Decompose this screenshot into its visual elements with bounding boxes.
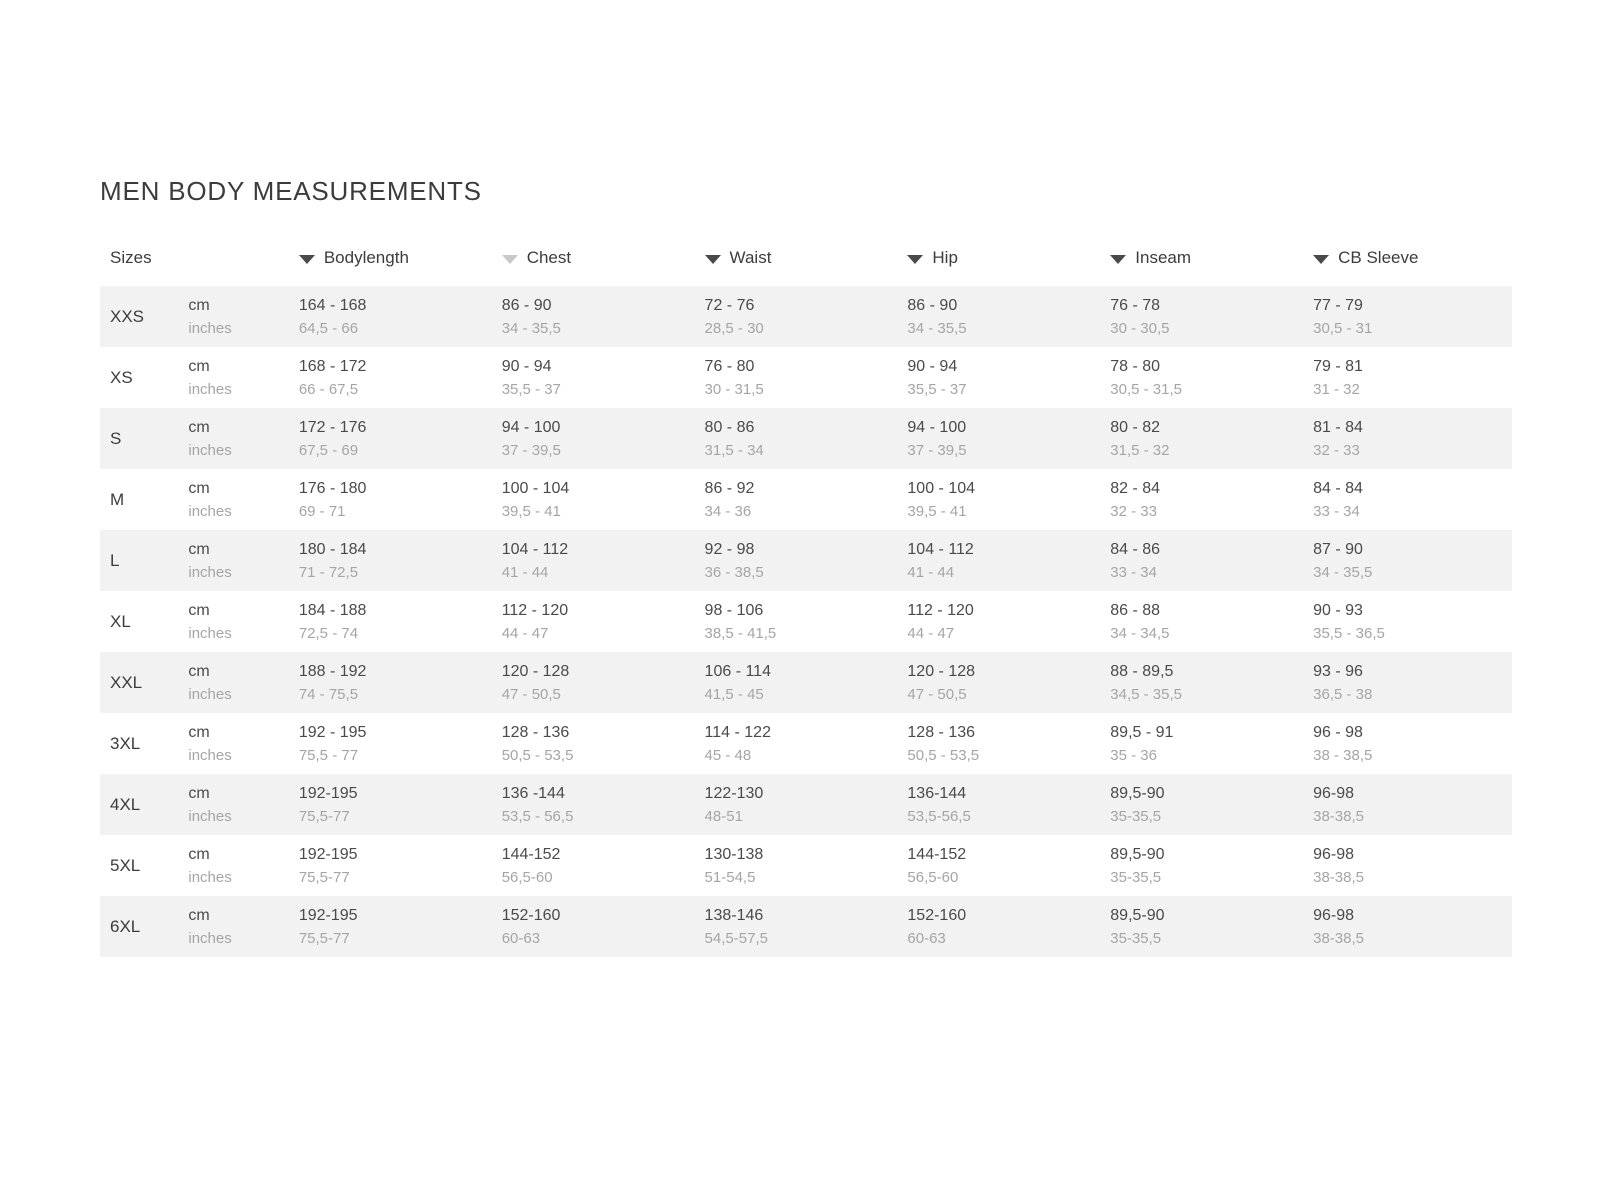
cell-waist <box>703 713 906 774</box>
value-inches: 45 - 48 <box>704 746 752 764</box>
unit-cm-label: cm <box>188 601 210 619</box>
row-units <box>186 469 296 530</box>
value-cm: 89,5 - 91 <box>1110 723 1174 741</box>
cell-chest <box>500 835 703 896</box>
column-header-sizes-label: Sizes <box>110 248 152 267</box>
unit-inches-label: inches <box>188 746 232 764</box>
sort-caret-down-icon[interactable] <box>502 255 518 264</box>
unit-inches-label: inches <box>188 502 232 520</box>
value-cm: 94 - 100 <box>907 418 967 436</box>
table-row <box>100 530 1512 591</box>
value-cm: 96-98 <box>1313 906 1355 924</box>
row-units <box>186 347 296 408</box>
cell-chest <box>500 530 703 591</box>
column-header-bodylength-label: Bodylength <box>323 248 409 267</box>
value-inches: 75,5-77 <box>298 929 350 947</box>
column-header-cb-sleeve[interactable] <box>1311 248 1512 286</box>
unit-inches-label: inches <box>188 441 232 459</box>
value-cm: 164 - 168 <box>298 296 367 314</box>
column-header-sizes[interactable] <box>100 248 186 286</box>
row-units <box>186 286 296 347</box>
value-inches: 38,5 - 41,5 <box>704 624 777 642</box>
cell-bodylength <box>297 591 500 652</box>
row-size-label: XXL <box>100 652 186 713</box>
value-inches: 33 - 34 <box>1313 502 1360 520</box>
value-cm: 100 - 104 <box>907 479 976 497</box>
value-cm: 104 - 112 <box>907 540 974 558</box>
value-cm: 192 - 195 <box>298 723 367 741</box>
cell-cb-sleeve <box>1311 469 1512 530</box>
value-cm: 76 - 78 <box>1110 296 1161 314</box>
value-cm: 86 - 90 <box>907 296 958 314</box>
row-size-label: L <box>100 530 186 591</box>
row-units <box>186 713 296 774</box>
cell-inseam <box>1108 652 1311 713</box>
value-cm: 86 - 88 <box>1110 601 1161 619</box>
value-inches: 38-38,5 <box>1313 868 1364 886</box>
row-units <box>186 530 296 591</box>
unit-inches-label: inches <box>188 685 232 703</box>
value-inches: 75,5 - 77 <box>298 746 359 764</box>
value-inches: 36,5 - 38 <box>1313 685 1373 703</box>
row-units <box>186 591 296 652</box>
value-inches: 60-63 <box>501 929 541 947</box>
cell-cb-sleeve <box>1311 347 1512 408</box>
value-inches: 67,5 - 69 <box>298 441 359 459</box>
value-inches: 39,5 - 41 <box>907 502 967 520</box>
table-header <box>100 248 1512 286</box>
cell-waist <box>703 774 906 835</box>
cell-inseam <box>1108 530 1311 591</box>
column-header-units <box>186 248 296 286</box>
value-inches: 34 - 36 <box>704 502 752 520</box>
value-inches: 41 - 44 <box>501 563 549 581</box>
cell-cb-sleeve <box>1311 530 1512 591</box>
cell-chest <box>500 469 703 530</box>
cell-hip <box>905 347 1108 408</box>
value-inches: 50,5 - 53,5 <box>907 746 980 764</box>
value-cm: 144-152 <box>501 845 561 863</box>
cell-chest <box>500 652 703 713</box>
row-size-label: 3XL <box>110 733 141 753</box>
value-inches: 35,5 - 36,5 <box>1313 624 1385 642</box>
row-size-label: XS <box>110 367 133 387</box>
table-row <box>100 652 1512 713</box>
cell-inseam <box>1108 286 1311 347</box>
column-header-waist-label: Waist <box>729 248 772 267</box>
column-header-inseam[interactable] <box>1108 248 1311 286</box>
value-inches: 51-54,5 <box>704 868 756 886</box>
value-inches: 41 - 44 <box>907 563 955 581</box>
measurements-table-container <box>100 248 1512 957</box>
unit-cm-label: cm <box>188 540 210 558</box>
row-units <box>186 408 296 469</box>
cell-inseam <box>1108 469 1311 530</box>
value-inches: 56,5-60 <box>907 868 959 886</box>
value-cm: 96-98 <box>1313 784 1355 802</box>
value-cm: 90 - 94 <box>501 357 552 375</box>
value-inches: 34 - 34,5 <box>1110 624 1170 642</box>
value-inches: 38 - 38,5 <box>1313 746 1373 764</box>
value-inches: 30 - 30,5 <box>1110 319 1170 337</box>
page-title: MEN BODY MEASUREMENTS <box>100 176 482 206</box>
value-cm: 80 - 86 <box>704 418 755 436</box>
value-inches: 47 - 50,5 <box>907 685 967 703</box>
cell-chest <box>500 591 703 652</box>
value-cm: 77 - 79 <box>1313 296 1363 314</box>
cell-cb-sleeve <box>1311 591 1512 652</box>
value-inches: 30,5 - 31 <box>1313 319 1373 337</box>
cell-waist <box>703 469 906 530</box>
cell-cb-sleeve <box>1311 286 1512 347</box>
value-inches: 31 - 32 <box>1313 380 1360 398</box>
value-cm: 88 - 89,5 <box>1110 662 1174 680</box>
value-inches: 54,5-57,5 <box>704 929 768 947</box>
row-size-label: 6XL <box>100 896 186 957</box>
unit-cm-label: cm <box>188 296 210 314</box>
value-inches: 35,5 - 37 <box>501 380 561 398</box>
value-cm: 192-195 <box>298 906 358 924</box>
value-inches: 71 - 72,5 <box>298 563 359 581</box>
unit-cm-label: cm <box>188 357 210 375</box>
value-cm: 94 - 100 <box>501 418 561 436</box>
value-cm: 120 - 128 <box>907 662 976 680</box>
sort-caret-down-icon[interactable] <box>1110 255 1126 264</box>
cell-hip <box>905 286 1108 347</box>
cell-bodylength <box>297 774 500 835</box>
header-row <box>100 248 1512 286</box>
cell-cb-sleeve <box>1311 652 1512 713</box>
value-cm: 80 - 82 <box>1110 418 1161 436</box>
column-header-inseam-label: Inseam <box>1135 248 1192 267</box>
value-cm: 144-152 <box>907 845 967 863</box>
column-header-cb-sleeve-label: CB Sleeve <box>1338 248 1419 267</box>
cell-cb-sleeve <box>1311 774 1512 835</box>
unit-cm-label: cm <box>188 784 210 802</box>
value-cm: 106 - 114 <box>704 662 771 680</box>
unit-inches-label: inches <box>188 563 232 581</box>
value-inches: 38-38,5 <box>1313 807 1364 825</box>
value-cm: 192-195 <box>298 784 358 802</box>
value-cm: 89,5-90 <box>1110 906 1165 924</box>
value-cm: 84 - 84 <box>1313 479 1363 497</box>
cell-waist <box>703 408 906 469</box>
value-inches: 32 - 33 <box>1110 502 1157 520</box>
row-size-label: S <box>100 408 186 469</box>
value-inches: 35,5 - 37 <box>907 380 967 398</box>
value-inches: 35 - 36 <box>1110 746 1157 764</box>
value-cm: 72 - 76 <box>704 296 755 314</box>
cell-inseam <box>1108 347 1311 408</box>
value-cm: 120 - 128 <box>501 662 570 680</box>
value-inches: 33 - 34 <box>1110 563 1157 581</box>
value-cm: 136-144 <box>907 784 967 802</box>
value-cm: 96 - 98 <box>1313 723 1363 741</box>
value-inches: 64,5 - 66 <box>298 319 359 337</box>
cell-waist <box>703 286 906 347</box>
value-inches: 35-35,5 <box>1110 807 1162 825</box>
value-cm: 100 - 104 <box>501 479 570 497</box>
column-header-hip[interactable] <box>905 248 1108 286</box>
row-size-label: XL <box>110 611 131 631</box>
cell-waist <box>703 652 906 713</box>
table-row <box>100 286 1512 347</box>
cell-inseam <box>1108 835 1311 896</box>
value-cm: 192-195 <box>298 845 358 863</box>
value-inches: 53,5-56,5 <box>907 807 971 825</box>
value-inches: 75,5-77 <box>298 868 350 886</box>
cell-bodylength <box>297 835 500 896</box>
cell-bodylength <box>297 469 500 530</box>
cell-hip <box>905 896 1108 957</box>
unit-cm-label: cm <box>188 906 210 924</box>
value-inches: 31,5 - 34 <box>704 441 764 459</box>
cell-waist <box>703 835 906 896</box>
row-units <box>186 896 296 957</box>
value-cm: 152-160 <box>907 906 967 924</box>
value-cm: 128 - 136 <box>501 723 570 741</box>
value-cm: 81 - 84 <box>1313 418 1363 436</box>
row-size-label: XXS <box>100 286 186 347</box>
table-body <box>100 286 1512 957</box>
value-inches: 69 - 71 <box>298 502 346 520</box>
value-cm: 112 - 120 <box>907 601 974 619</box>
value-cm: 86 - 90 <box>501 296 552 314</box>
cell-hip <box>905 530 1108 591</box>
cell-hip <box>905 408 1108 469</box>
unit-inches-label: inches <box>188 319 232 337</box>
value-cm: 172 - 176 <box>298 418 367 436</box>
cell-inseam <box>1108 896 1311 957</box>
unit-cm-label: cm <box>188 479 210 497</box>
column-header-chest[interactable] <box>500 248 703 286</box>
value-cm: 93 - 96 <box>1313 662 1363 680</box>
cell-waist <box>703 530 906 591</box>
value-cm: 138-146 <box>704 906 764 924</box>
value-cm: 136 -144 <box>501 784 565 802</box>
value-inches: 53,5 - 56,5 <box>501 807 574 825</box>
value-inches: 35-35,5 <box>1110 929 1162 947</box>
column-header-bodylength[interactable] <box>297 248 500 286</box>
sort-caret-down-icon[interactable] <box>705 255 721 264</box>
value-cm: 84 - 86 <box>1110 540 1161 558</box>
value-inches: 37 - 39,5 <box>501 441 561 459</box>
value-inches: 34 - 35,5 <box>907 319 967 337</box>
table-row <box>100 835 1512 896</box>
cell-hip <box>905 591 1108 652</box>
value-inches: 56,5-60 <box>501 868 553 886</box>
value-cm: 104 - 112 <box>501 540 569 558</box>
cell-bodylength <box>297 896 500 957</box>
column-header-hip-label: Hip <box>932 248 958 267</box>
cell-inseam <box>1108 591 1311 652</box>
value-cm: 87 - 90 <box>1313 540 1363 558</box>
unit-inches-label: inches <box>188 807 232 825</box>
cell-chest <box>500 286 703 347</box>
cell-chest <box>500 774 703 835</box>
cell-chest <box>500 408 703 469</box>
value-inches: 34,5 - 35,5 <box>1110 685 1182 703</box>
value-inches: 48-51 <box>704 807 743 825</box>
table-row <box>100 469 1512 530</box>
cell-hip <box>905 835 1108 896</box>
table-row <box>100 713 1512 774</box>
row-size-label: 4XL <box>100 774 186 835</box>
value-cm: 176 - 180 <box>298 479 367 497</box>
row-size-label: 5XL <box>110 855 141 875</box>
unit-cm-label: cm <box>188 723 210 741</box>
table-row <box>100 896 1512 957</box>
table-row <box>100 347 1512 408</box>
cell-bodylength <box>297 286 500 347</box>
value-cm: 89,5-90 <box>1110 845 1165 863</box>
value-cm: 89,5-90 <box>1110 784 1165 802</box>
cell-waist <box>703 896 906 957</box>
cell-bodylength <box>297 713 500 774</box>
value-cm: 188 - 192 <box>298 662 367 680</box>
value-cm: 86 - 92 <box>704 479 755 497</box>
value-cm: 76 - 80 <box>704 357 755 375</box>
value-cm: 180 - 184 <box>298 540 367 558</box>
value-inches: 44 - 47 <box>907 624 955 642</box>
unit-inches-label: inches <box>188 380 232 398</box>
cell-cb-sleeve <box>1311 896 1512 957</box>
value-inches: 38-38,5 <box>1313 929 1364 947</box>
unit-inches-label: inches <box>188 929 232 947</box>
sort-caret-down-icon[interactable] <box>299 255 315 264</box>
value-cm: 90 - 94 <box>907 357 958 375</box>
value-inches: 66 - 67,5 <box>298 380 359 398</box>
row-units <box>186 774 296 835</box>
value-inches: 35-35,5 <box>1110 868 1162 886</box>
cell-chest <box>500 896 703 957</box>
value-cm: 96-98 <box>1313 845 1355 863</box>
value-cm: 114 - 122 <box>704 723 771 741</box>
cell-waist <box>703 347 906 408</box>
sort-caret-down-icon[interactable] <box>1313 255 1329 264</box>
column-header-waist[interactable] <box>703 248 906 286</box>
value-cm: 92 - 98 <box>704 540 755 558</box>
value-cm: 90 - 93 <box>1313 601 1363 619</box>
cell-hip <box>905 469 1108 530</box>
unit-cm-label: cm <box>188 845 210 863</box>
value-cm: 112 - 120 <box>501 601 569 619</box>
cell-bodylength <box>297 652 500 713</box>
unit-cm-label: cm <box>188 662 210 680</box>
unit-cm-label: cm <box>188 418 210 436</box>
measurements-table <box>100 248 1512 957</box>
value-inches: 30 - 31,5 <box>704 380 764 398</box>
value-inches: 34 - 35,5 <box>501 319 561 337</box>
table-row <box>100 408 1512 469</box>
cell-cb-sleeve <box>1311 713 1512 774</box>
value-inches: 34 - 35,5 <box>1313 563 1373 581</box>
value-cm: 152-160 <box>501 906 561 924</box>
cell-waist <box>703 591 906 652</box>
value-inches: 41,5 - 45 <box>704 685 764 703</box>
value-inches: 30,5 - 31,5 <box>1110 380 1182 398</box>
cell-hip <box>905 713 1108 774</box>
value-inches: 36 - 38,5 <box>704 563 764 581</box>
value-inches: 75,5-77 <box>298 807 350 825</box>
cell-inseam <box>1108 408 1311 469</box>
sort-caret-down-icon[interactable] <box>907 255 923 264</box>
value-cm: 82 - 84 <box>1110 479 1161 497</box>
value-cm: 79 - 81 <box>1313 357 1363 375</box>
cell-bodylength <box>297 347 500 408</box>
cell-bodylength <box>297 408 500 469</box>
value-cm: 78 - 80 <box>1110 357 1161 375</box>
cell-bodylength <box>297 530 500 591</box>
unit-inches-label: inches <box>188 868 232 886</box>
cell-cb-sleeve <box>1311 408 1512 469</box>
row-units <box>186 835 296 896</box>
value-inches: 74 - 75,5 <box>298 685 359 703</box>
cell-hip <box>905 774 1108 835</box>
value-inches: 72,5 - 74 <box>298 624 359 642</box>
value-inches: 47 - 50,5 <box>501 685 561 703</box>
value-inches: 37 - 39,5 <box>907 441 967 459</box>
value-inches: 60-63 <box>907 929 946 947</box>
value-inches: 50,5 - 53,5 <box>501 746 574 764</box>
cell-inseam <box>1108 713 1311 774</box>
value-inches: 39,5 - 41 <box>501 502 561 520</box>
table-row <box>100 774 1512 835</box>
cell-cb-sleeve <box>1311 835 1512 896</box>
value-cm: 184 - 188 <box>298 601 367 619</box>
column-header-chest-label: Chest <box>526 248 572 267</box>
value-inches: 31,5 - 32 <box>1110 441 1170 459</box>
unit-inches-label: inches <box>188 624 232 642</box>
value-cm: 98 - 106 <box>704 601 764 619</box>
value-cm: 130-138 <box>704 845 764 863</box>
cell-chest <box>500 713 703 774</box>
value-cm: 128 - 136 <box>907 723 976 741</box>
row-units <box>186 652 296 713</box>
value-cm: 168 - 172 <box>298 357 367 375</box>
table-row <box>100 591 1512 652</box>
cell-hip <box>905 652 1108 713</box>
value-inches: 44 - 47 <box>501 624 549 642</box>
cell-inseam <box>1108 774 1311 835</box>
value-inches: 28,5 - 30 <box>704 319 764 337</box>
value-inches: 32 - 33 <box>1313 441 1360 459</box>
row-size-label: M <box>110 489 125 509</box>
cell-chest <box>500 347 703 408</box>
value-cm: 122-130 <box>704 784 764 802</box>
